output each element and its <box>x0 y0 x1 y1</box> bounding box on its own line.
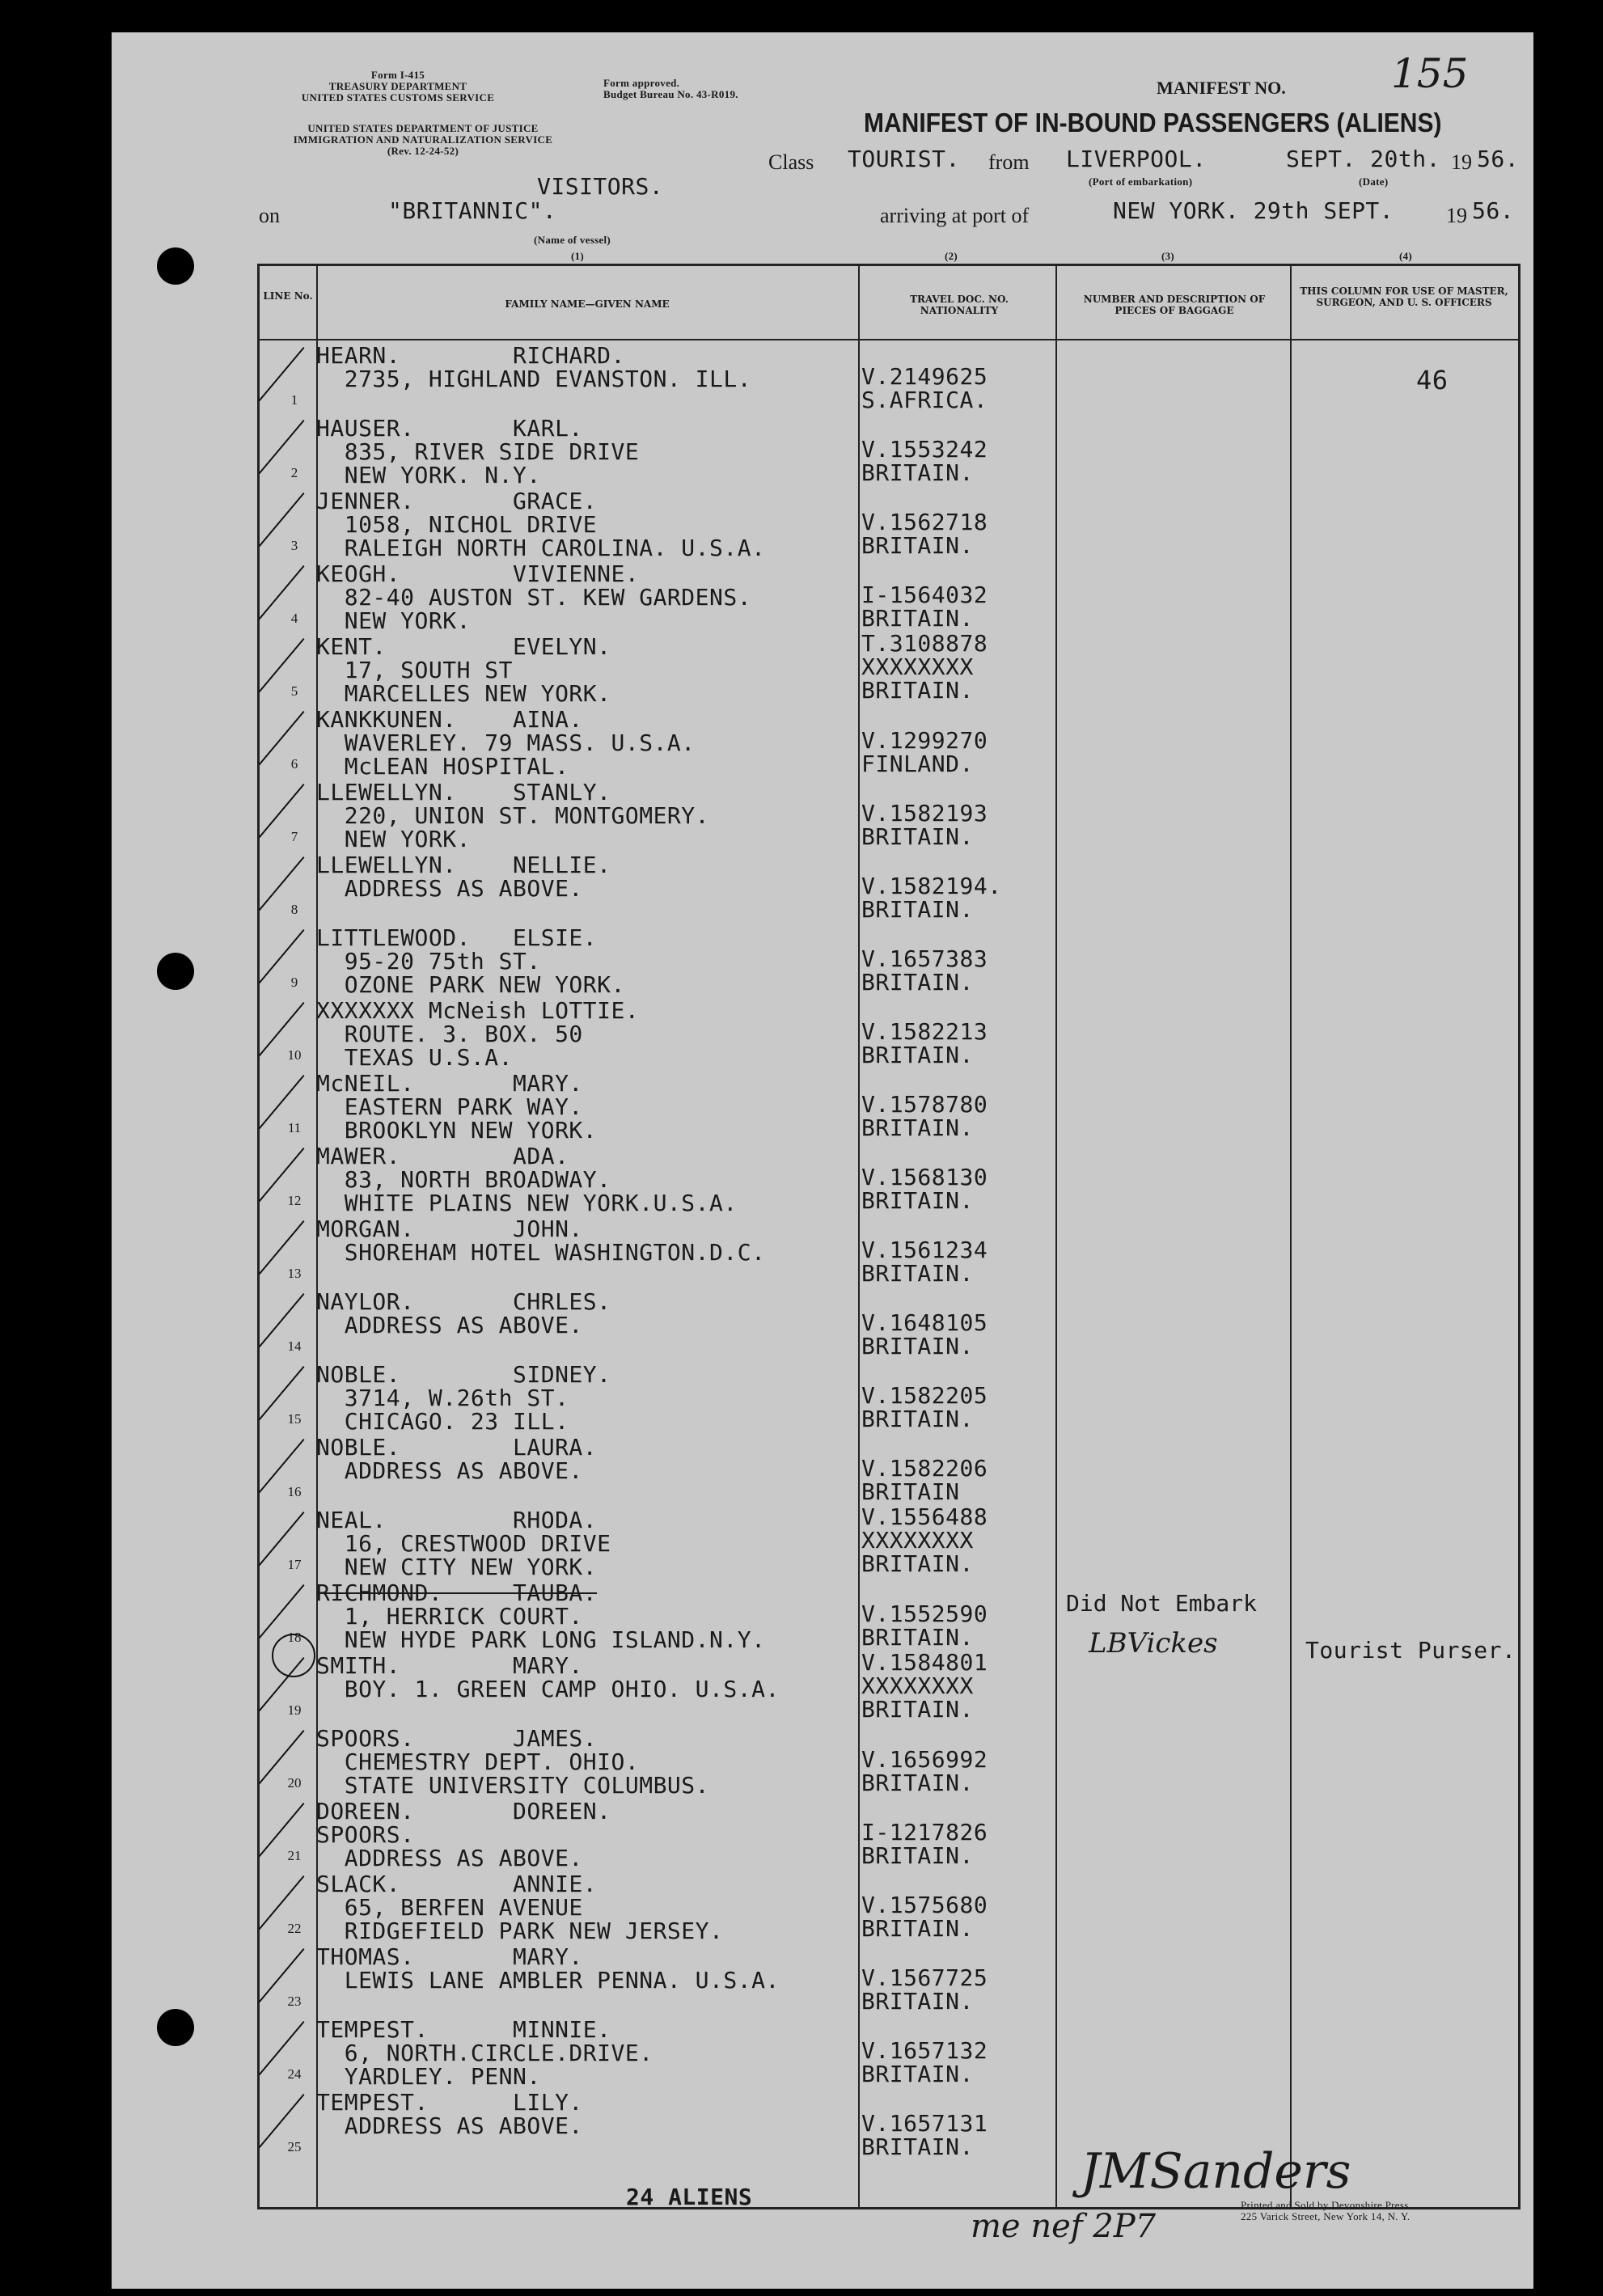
form-info <box>252 70 543 104</box>
travel-doc <box>861 2039 988 2086</box>
table-row <box>260 1942 1518 2015</box>
doc-number: V.1657132 <box>861 2037 988 2064</box>
passenger-entry <box>316 562 751 632</box>
travel-doc <box>861 1165 988 1212</box>
passenger-address: McLEAN HOSPITAL. <box>316 753 569 780</box>
passenger-entry <box>316 2091 583 2137</box>
from-label: from <box>988 150 1030 174</box>
line-number: 23 <box>287 1994 302 2009</box>
col-num-2: (2) <box>945 250 958 262</box>
doc-number: V.1656992 <box>861 1746 988 1773</box>
embark-date: SEPT. 20th. <box>1286 146 1440 172</box>
passenger-address: ADDRESS AS ABOVE. <box>316 1312 583 1338</box>
passenger-name: SMITH. MARY. <box>316 1652 583 1679</box>
travel-doc <box>861 729 988 776</box>
vessel-name: "BRITANNIC". <box>388 197 557 224</box>
doc-number: V.1567725 <box>861 1964 988 1991</box>
passenger-address: 2735, HIGHLAND EVANSTON. ILL. <box>316 366 752 392</box>
printer-info <box>1241 2200 1410 2222</box>
line-number: 4 <box>290 611 298 626</box>
doc-number: V.1578780 <box>861 1091 988 1118</box>
passenger-address: NEW HYDE PARK LONG ISLAND.N.Y. <box>316 1626 766 1653</box>
form-approved: Form approved. <box>603 77 680 89</box>
line-number: 6 <box>290 756 298 772</box>
punch-hole <box>157 2009 194 2046</box>
line-number: 25 <box>287 2139 302 2154</box>
passenger-name: McNEIL. MARY. <box>316 1070 583 1097</box>
travel-doc <box>861 2112 988 2159</box>
line-number: 13 <box>287 1266 302 1281</box>
nationality: XXXXXXXX <box>861 653 974 680</box>
approval-info <box>603 78 738 100</box>
embark-year: 56. <box>1477 146 1520 172</box>
passenger-address: TEXAS U.S.A. <box>316 1044 514 1071</box>
col-header-doc: TRAVEL DOC. NO. NATIONALITY <box>910 294 1009 316</box>
passenger-entry <box>316 1217 765 1264</box>
year1-prefix: 19 <box>1451 150 1472 174</box>
doc-number: I-1564032 <box>861 581 988 608</box>
on-label: on <box>259 204 280 227</box>
manifest-no-label: MANIFEST NO. <box>1157 78 1286 98</box>
line-number: 12 <box>287 1193 302 1208</box>
passenger-entry <box>316 999 639 1069</box>
passenger-name: SLACK. ANNIE. <box>316 1871 598 1897</box>
travel-doc <box>861 1893 988 1940</box>
table-row <box>260 413 1518 486</box>
line-number: 20 <box>287 1775 302 1791</box>
doc-number: V.1582213 <box>861 1018 988 1045</box>
passenger-address: NEW CITY NEW YORK. <box>316 1554 598 1580</box>
printer-line-2: 225 Varick Street, New York 14, N. Y. <box>1241 2210 1411 2222</box>
nationality: S.AFRICA. <box>861 387 988 413</box>
passenger-name: NOBLE. SIDNEY. <box>316 1361 611 1388</box>
travel-doc <box>861 1602 988 1649</box>
passenger-name: XXXXXXX McNeish LOTTIE. <box>316 997 640 1024</box>
passenger-name: TEMPEST. LILY. <box>316 2089 583 2116</box>
nationality: BRITAIN. <box>861 1696 974 1723</box>
class-value: TOURIST. <box>848 146 960 172</box>
passenger-entry <box>316 635 611 705</box>
line-number: 19 <box>287 1702 302 1718</box>
passenger-address: ADDRESS AS ABOVE. <box>316 1457 583 1484</box>
nationality: BRITAIN. <box>861 1187 974 1214</box>
travel-doc <box>861 1966 988 2013</box>
nationality: BRITAIN. <box>861 459 974 486</box>
passenger-name: HAUSER. KARL. <box>316 415 583 442</box>
line-number: 7 <box>290 829 298 844</box>
table-row <box>260 704 1518 780</box>
line-number: 17 <box>287 1557 302 1572</box>
passenger-address: NEW YORK. <box>316 607 471 634</box>
passenger-address: RIDGEFIELD PARK NEW JERSEY. <box>316 1918 724 1944</box>
passenger-entry <box>316 1363 611 1433</box>
travel-doc <box>861 1651 988 1721</box>
doc-number: V.1561234 <box>861 1237 988 1263</box>
class-label: Class <box>768 150 814 174</box>
passenger-entry <box>316 489 765 560</box>
manifest-number: 155 <box>1391 50 1469 97</box>
form-no: Form I-415 <box>370 69 425 81</box>
col-header-officers: THIS COLUMN FOR USE OF MASTER, SURGEON, AND U. S. OFFICERS <box>1300 285 1508 308</box>
year2-prefix: 19 <box>1446 204 1467 227</box>
passenger-name: KANKKUNEN. AINA. <box>316 706 583 733</box>
passenger-name: KEOGH. VIVIENNE. <box>316 560 640 587</box>
col-header-line: LINE No. <box>263 290 313 302</box>
travel-doc <box>861 1020 988 1067</box>
col-num-3: (3) <box>1161 250 1175 262</box>
passenger-address: YARDLEY. PENN. <box>316 2063 541 2090</box>
passenger-address: BROOKLYN NEW YORK. <box>316 1117 598 1144</box>
passenger-address: SPOORS. <box>316 1821 415 1848</box>
passenger-address: 83, NORTH BROADWAY. <box>316 1166 611 1193</box>
aliens-total: 24 ALIENS <box>626 2184 753 2210</box>
doc-number: T.3108878 <box>861 630 988 657</box>
passenger-address: STATE UNIVERSITY COLUMBUS. <box>316 1772 710 1799</box>
bottom-signature: JMSanders <box>1081 2143 1351 2200</box>
doc-number: V.1553242 <box>861 436 988 463</box>
passenger-name: NOBLE. LAURA. <box>316 1434 598 1461</box>
line-number: 24 <box>287 2066 302 2082</box>
travel-doc <box>861 1093 988 1140</box>
passenger-name: LLEWELLYN. STANLY. <box>316 779 611 806</box>
table-row <box>260 1432 1518 1505</box>
line-number: 16 <box>287 1484 302 1499</box>
passenger-name: MORGAN. JOHN. <box>316 1216 583 1242</box>
justice-info <box>257 123 589 157</box>
travel-doc <box>861 583 988 630</box>
nationality: XXXXXXXX <box>861 1527 974 1554</box>
line-number: 2 <box>290 465 298 480</box>
did-not-embark-note: Did Not Embark <box>1066 1590 1258 1617</box>
line-number: 5 <box>290 683 298 699</box>
passenger-entry <box>316 1799 611 1870</box>
nationality: BRITAIN. <box>861 1550 974 1577</box>
bottom-handwriting: me nef 2P7 <box>971 2208 1157 2245</box>
table-row <box>260 777 1518 850</box>
travel-doc <box>861 1820 988 1867</box>
nationality: BRITAIN. <box>861 2133 974 2160</box>
nationality: BRITAIN. <box>861 896 974 923</box>
table-row <box>260 1796 1518 1869</box>
line-number: 15 <box>287 1411 302 1427</box>
nationality: BRITAIN. <box>861 1770 974 1796</box>
passenger-entry <box>316 1945 780 1992</box>
nationality: BRITAIN. <box>861 605 974 632</box>
passenger-entry <box>316 2018 653 2088</box>
passenger-name: KENT. EVELYN. <box>316 633 611 660</box>
nationality: BRITAIN. <box>861 1624 974 1651</box>
passenger-address: WHITE PLAINS NEW YORK.U.S.A. <box>316 1190 738 1216</box>
nationality: BRITAIN. <box>861 1915 974 1942</box>
purser-note: Tourist Purser. <box>1305 1637 1516 1664</box>
printer-line-1: Printed and Sold by Devonshire Press <box>1241 2199 1409 2211</box>
visitors-note: VISITORS. <box>537 173 664 200</box>
line-number: 9 <box>290 975 298 990</box>
passenger-entry <box>316 1581 765 1651</box>
date-caption: (Date) <box>1359 175 1389 188</box>
travel-doc <box>861 1238 988 1285</box>
table-row <box>260 1068 1518 1144</box>
travel-doc <box>861 438 988 484</box>
passenger-name: MAWER. ADA. <box>316 1143 569 1169</box>
passenger-address: BOY. 1. GREEN CAMP OHIO. U.S.A. <box>316 1676 780 1702</box>
passenger-address: SHOREHAM HOTEL WASHINGTON.D.C. <box>316 1239 766 1266</box>
passenger-address: 6, NORTH.CIRCLE.DRIVE. <box>316 2040 653 2066</box>
doc-number: V.1582205 <box>861 1382 988 1409</box>
passenger-address: WAVERLEY. 79 MASS. U.S.A. <box>316 729 696 756</box>
line-number: 10 <box>287 1047 302 1063</box>
doc-number: V.1584801 <box>861 1649 988 1676</box>
doc-number: V.1582206 <box>861 1455 988 1482</box>
col-num-4: (4) <box>1399 250 1413 262</box>
travel-doc <box>861 1748 988 1795</box>
doc-number: V.1582193 <box>861 800 988 827</box>
table-row <box>260 850 1518 923</box>
doc-number: V.1657131 <box>861 2110 988 2137</box>
passenger-entry <box>316 926 625 996</box>
table-row <box>260 630 1518 707</box>
passenger-name: SPOORS. JAMES. <box>316 1725 598 1752</box>
col-header-name: FAMILY NAME—GIVEN NAME <box>505 298 670 310</box>
passenger-name: DOREEN. DOREEN. <box>316 1798 611 1825</box>
passenger-address: 1058, NICHOL DRIVE <box>316 511 598 538</box>
table-row <box>260 340 1518 413</box>
nationality: BRITAIN. <box>861 1988 974 2015</box>
nationality: BRITAIN. <box>861 532 974 559</box>
passenger-address: 95-20 75th ST. <box>316 948 541 975</box>
passenger-entry <box>316 416 639 487</box>
passenger-name: TEMPEST. MINNIE. <box>316 2016 611 2043</box>
passenger-address: 65, BERFEN AVENUE <box>316 1894 583 1921</box>
doc-number: V.1648105 <box>861 1309 988 1336</box>
passenger-entry <box>316 1290 611 1337</box>
passenger-address: OZONE PARK NEW YORK. <box>316 971 625 998</box>
table-row <box>260 1723 1518 1799</box>
nationality: FINLAND. <box>861 751 974 777</box>
passenger-name: NEAL. RHODA. <box>316 1507 598 1533</box>
travel-doc <box>861 1505 988 1575</box>
budget-bureau: Budget Bureau No. 43-R019. <box>603 88 738 100</box>
port-caption: (Port of embarkation) <box>1089 175 1193 188</box>
circled-line-18 <box>272 1634 315 1677</box>
doc-number: I-1217826 <box>861 1819 988 1846</box>
treasury-dept: TREASURY DEPARTMENT <box>328 80 467 92</box>
passenger-name: JENNER. GRACE. <box>316 488 598 514</box>
nationality: XXXXXXXX <box>861 1672 974 1699</box>
passenger-address: NEW YORK. N.Y. <box>316 462 541 488</box>
punch-hole <box>157 953 194 990</box>
passenger-address: 220, UNION ST. MONTGOMERY. <box>316 802 710 829</box>
table-row <box>260 1505 1518 1578</box>
travel-doc <box>861 365 988 412</box>
rev-date: (Rev. 12-24-52) <box>387 145 459 157</box>
passenger-entry <box>316 1727 709 1797</box>
passenger-address: NEW YORK. <box>316 826 471 852</box>
nationality: BRITAIN <box>861 1478 960 1505</box>
table-row <box>260 923 1518 996</box>
travel-doc <box>861 1457 988 1503</box>
line-number: 18 <box>287 1630 302 1645</box>
passenger-name: THOMAS. MARY. <box>316 1943 583 1970</box>
passenger-entry <box>316 1872 723 1943</box>
passenger-address: 16, CRESTWOOD DRIVE <box>316 1530 611 1557</box>
nationality: BRITAIN. <box>861 969 974 996</box>
passenger-entry <box>316 1072 597 1142</box>
arrival-year: 56. <box>1472 197 1515 224</box>
nationality: BRITAIN. <box>861 1333 974 1359</box>
passenger-address: ADDRESS AS ABOVE. <box>316 2112 583 2139</box>
travel-doc <box>861 632 988 702</box>
table-row <box>260 1214 1518 1287</box>
line-number: 1 <box>290 392 298 408</box>
passenger-name: NAYLOR. CHRLES. <box>316 1288 611 1315</box>
passenger-address: MARCELLES NEW YORK. <box>316 680 611 707</box>
col-num-1: (1) <box>571 250 585 262</box>
passenger-address: 17, SOUTH ST <box>316 657 514 683</box>
doc-number: V.1552590 <box>861 1600 988 1627</box>
vessel-caption: (Name of vessel) <box>534 234 611 246</box>
table-row <box>260 996 1518 1071</box>
nationality: BRITAIN. <box>861 1406 974 1432</box>
passenger-name: HEARN. RICHARD. <box>316 342 625 369</box>
justice-dept: UNITED STATES DEPARTMENT OF JUSTICE <box>307 122 539 134</box>
passenger-address: 1, HERRICK COURT. <box>316 1603 583 1630</box>
table-row <box>260 1287 1518 1359</box>
passenger-entry <box>316 1144 738 1215</box>
line-number: 8 <box>290 902 298 917</box>
passenger-entry <box>316 708 696 778</box>
passenger-entry <box>316 780 709 851</box>
col-header-baggage: NUMBER AND DESCRIPTION OF PIECES OF BAGGAGE <box>1083 294 1266 316</box>
customs-service: UNITED STATES CUSTOMS SERVICE <box>301 91 495 104</box>
passenger-address: ADDRESS AS ABOVE. <box>316 1845 583 1871</box>
passenger-address: 3714, W.26th ST. <box>316 1385 569 1411</box>
nationality: BRITAIN. <box>861 1114 974 1141</box>
passenger-address: RALEIGH NORTH CAROLINA. U.S.A. <box>316 535 766 561</box>
line-number: 14 <box>287 1338 302 1354</box>
passenger-address: EASTERN PARK WAY. <box>316 1093 583 1120</box>
travel-doc <box>861 947 988 994</box>
line-number: 3 <box>290 538 298 553</box>
table-row <box>260 559 1518 632</box>
nationality: BRITAIN. <box>861 1042 974 1068</box>
passenger-address: ADDRESS AS ABOVE. <box>316 875 583 902</box>
nationality: BRITAIN. <box>861 823 974 850</box>
line-number: 11 <box>287 1120 302 1135</box>
embark-port: LIVERPOOL. <box>1066 146 1207 172</box>
passenger-name: LITTLEWOOD. ELSIE. <box>316 924 598 951</box>
travel-doc <box>861 510 988 557</box>
passenger-name: LLEWELLYN. NELLIE. <box>316 852 611 878</box>
table-row <box>260 1869 1518 1942</box>
ins-service: IMMIGRATION AND NATURALIZATION SERVICE <box>293 133 553 146</box>
doc-number: V.2149625 <box>861 363 988 390</box>
passenger-address: CHICAGO. 23 ILL. <box>316 1408 569 1435</box>
travel-doc <box>861 1384 988 1431</box>
table-row <box>260 486 1518 559</box>
line-number: 22 <box>287 1921 302 1936</box>
passenger-address: 835, RIVER SIDE DRIVE <box>316 438 640 465</box>
purser-signature: LBVickes <box>1089 1627 1218 1660</box>
arrival-port-date: NEW YORK. 29th SEPT. <box>1113 197 1394 224</box>
passenger-entry <box>316 853 611 900</box>
nationality: BRITAIN. <box>861 2061 974 2087</box>
table-row <box>260 2015 1518 2090</box>
passenger-entry <box>316 1654 780 1701</box>
passenger-entry <box>316 1436 597 1482</box>
punch-hole <box>157 247 194 285</box>
table-row <box>260 1359 1518 1435</box>
travel-doc <box>861 874 1002 921</box>
doc-number: V.1299270 <box>861 727 988 754</box>
passenger-table <box>257 264 1521 2209</box>
passenger-entry <box>316 344 751 391</box>
travel-doc <box>861 1311 988 1358</box>
doc-number: V.1657383 <box>861 945 988 972</box>
manifest-title: MANIFEST OF IN-BOUND PASSENGERS (ALIENS) <box>864 108 1442 138</box>
passenger-address: 82-40 AUSTON ST. KEW GARDENS. <box>316 584 752 611</box>
doc-number: V.1562718 <box>861 509 988 535</box>
officer-note: 46 <box>1416 365 1449 395</box>
nationality: BRITAIN. <box>861 1842 974 1869</box>
passenger-entry <box>316 1508 611 1579</box>
nationality: BRITAIN. <box>861 1260 974 1287</box>
doc-number: V.1556488 <box>861 1503 988 1530</box>
line-number: 21 <box>287 1848 302 1863</box>
passenger-address: CHEMESTRY DEPT. OHIO. <box>316 1748 640 1775</box>
arriving-label: arriving at port of <box>880 204 1030 227</box>
travel-doc <box>861 801 988 848</box>
doc-number: V.1582194. <box>861 873 1002 899</box>
doc-number: V.1568130 <box>861 1164 988 1190</box>
table-row <box>260 1141 1518 1214</box>
nationality: BRITAIN. <box>861 677 974 704</box>
doc-number: V.1575680 <box>861 1892 988 1918</box>
passenger-address: LEWIS LANE AMBLER PENNA. U.S.A. <box>316 1967 780 1994</box>
passenger-address: ROUTE. 3. BOX. 50 <box>316 1021 583 1047</box>
passenger-name: RICHMOND. TAUBA. <box>316 1579 598 1606</box>
